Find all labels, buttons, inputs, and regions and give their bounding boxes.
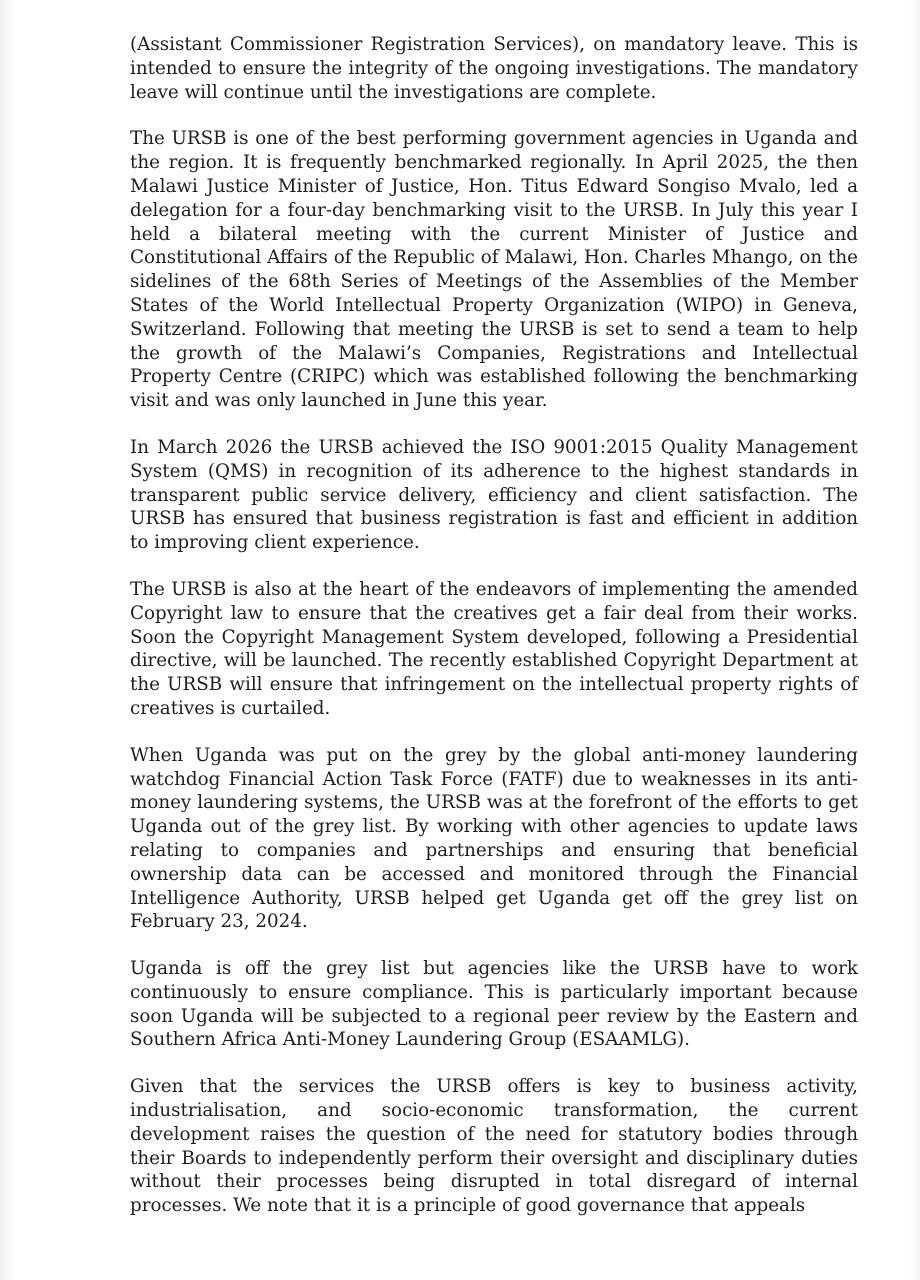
paragraph-compliance: Uganda is off the grey list but agencies like the URSB have to work continuously to ensure compliance. This is particularly important because soon Uganda will be subjected to a regional peer review by the Eastern and Southern Africa Anti-Money Laundering Group (ESAAMLG). (130, 958, 858, 1051)
paragraph-grey-list: When Uganda was put on the grey by the global anti-money laundering watchdog Financial Action Task Force (FATF) due to weaknesses in its anti-money laundering systems, the URSB was at the forefront of the efforts to get Uganda out of the grey list. By working with other agencies to update laws relating to companies and partnerships and ensuring that beneficial ownership data can be accessed and monitored through the Financial Intelligence Authority, URSB helped get Uganda get off the grey list on February 23, 2024. (130, 744, 858, 933)
paragraph-benchmarking: The URSB is one of the best performing government agencies in Uganda and the region. It is frequently benchmarked regionally. In April 2025, the then Malawi Justice Minister of Justice, Hon. Titus Edward Songiso Mvalo, led a delegation for a four-day benchmarking visit to the URSB. In July this year I held a bilateral meeting with the current Minister of Justice and Constitutional Affairs of the Republic of Malawi, Hon. Charles Mhango, on the sidelines of the 68th Series of Meetings of the Assemblies of the Member States of the World Intellectual Property Organization (WIPO) in Geneva, Switzerland. Following that meeting the URSB is set to send a team to help the growth of the Malawi’s Companies, Registrations and Intellectual Property Centre (CRIPC) which was established following the benchmarking visit and was only launched in June this year. (130, 128, 858, 412)
paragraph-iso-certification: In March 2026 the URSB achieved the ISO 9001:2015 Quality Management System (QMS) in recognition of its adherence to the highest standards in transparent public service delivery, efficiency and client satisfaction. The URSB has ensured that business registration is fast and efficient in addition to improving client experience. (130, 436, 858, 554)
paragraph-mandatory-leave: (Assistant Commissioner Registration Services), on mandatory leave. This is intended to ensure the integrity of the ongoing investigations. The mandatory leave will continue until the investigations are complete. (130, 34, 858, 103)
paragraph-governance: Given that the services the URSB offers is key to business activity, industrialisation, and socio-economic transformation, the current development raises the question of the need for statutory bodies through their Boards to independently perform their oversight and disciplinary duties without their processes being disrupted in total disregard of internal processes. We note that it is a principle of good governance that appeals (130, 1076, 858, 1217)
paragraph-copyright-law: The URSB is also at the heart of the endeavors of implementing the amended Copyright law to ensure that the creatives get a fair deal from their works. Soon the Copyright Management System developed, following a Presidential directive, will be launched. The recently established Copyright Department at the URSB will ensure that infringement on the intellectual property rights of creatives is curtailed. (130, 578, 858, 719)
document-body (130, 33, 858, 1241)
